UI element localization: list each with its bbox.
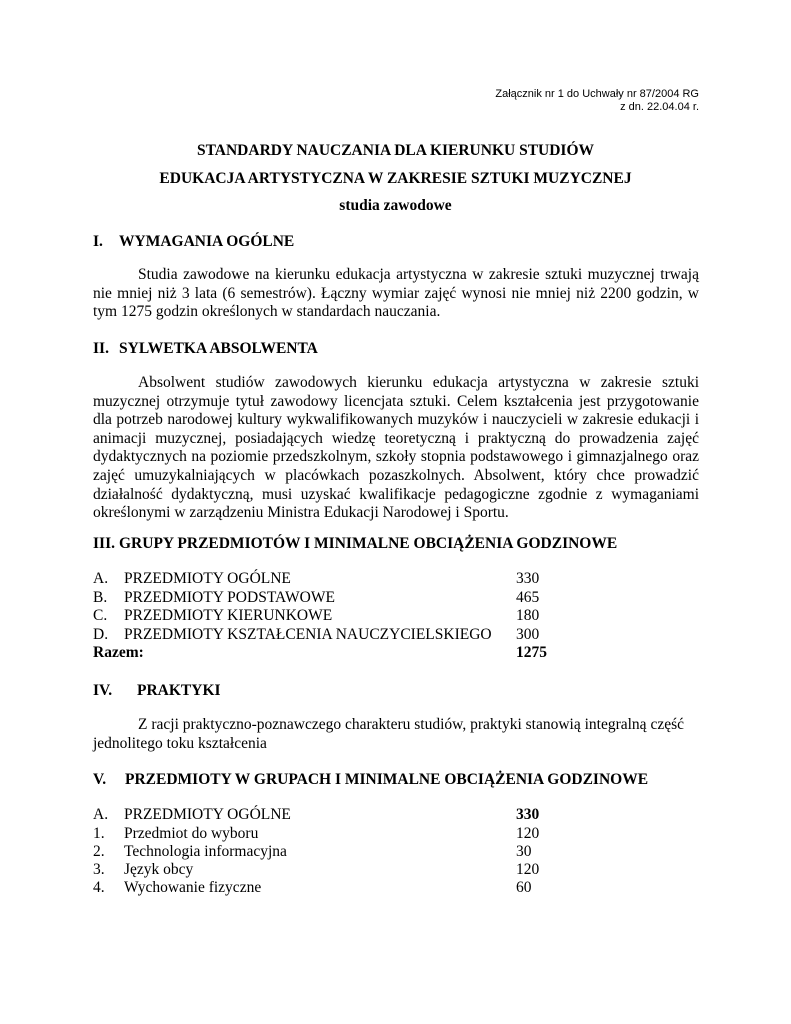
section-2-paragraph: Absolwent studiów zawodowych kierunku edukacja artystyczna w zakresie sztuki muzycznej otrzymuje tytuł zawodowy licencjata sztuki. Celem kształcenia jest przygotowanie dla potrzeb narodowej kultury wykwalifikowanych muzyków i nauczycieli w zakresie edukacji i animacji muzycznej, posiadających wiedzę teoretyczną i praktyczną do prowadzenia zajęć dydaktycznych na poziomie przedszkolnym, szkoły stopnia podstawowego i gimnazjalnego oraz zajęć umuzykalniających w placówkach pozaszkolnych. Absolwent, który chce prowadzić działalność dydaktyczną, musi uzyskać kwalifikacje pedagogiczne zgodnie z wymaganiami określonymi w zarządzeniu Ministra Edukacji Narodowej i Sportu. (93, 374, 699, 522)
total-label: Razem: (93, 644, 144, 661)
row-hours: 180 (516, 607, 540, 624)
section-3-number: III. (93, 535, 115, 552)
section-2-heading (93, 340, 318, 358)
section-4-number: IV. (93, 682, 113, 699)
table-row (93, 825, 593, 844)
section-3-heading (93, 535, 617, 553)
row-subject: Technologia informacyjna (124, 843, 287, 860)
section-4-paragraph: Z racji praktyczno-poznawczego charakteru studiów, praktyki stanowią integralną część jednolitego toku kształcenia (93, 716, 684, 752)
section-1-number: I. (93, 233, 103, 250)
row-hours: 120 (516, 825, 540, 842)
row-letter: C. (93, 607, 108, 624)
row-hours: 120 (516, 861, 540, 878)
document-title-line-3: studia zawodowe (339, 197, 452, 214)
row-number: 1. (93, 825, 105, 842)
row-number: 3. (93, 861, 105, 878)
section-3-title: GRUPY PRZEDMIOTÓW I MINIMALNE OBCIĄŻENIA GODZINOWE (119, 535, 618, 552)
table-row (93, 879, 593, 898)
table-row (93, 861, 593, 880)
section-2-number: II. (93, 340, 109, 357)
section-4-title: PRAKTYKI (137, 682, 221, 699)
group-subject: PRZEDMIOTY OGÓLNE (124, 806, 291, 823)
annex-line-2: z dn. 22.04.04 r. (620, 101, 699, 113)
row-subject: PRZEDMIOTY OGÓLNE (124, 570, 291, 587)
row-hours: 60 (516, 879, 532, 896)
row-number: 2. (93, 843, 105, 860)
row-subject: PRZEDMIOTY PODSTAWOWE (124, 589, 335, 606)
row-subject: Język obcy (124, 861, 194, 878)
row-subject: Przedmiot do wyboru (124, 825, 259, 842)
row-hours: 300 (516, 626, 540, 643)
section-2-title: SYLWETKA ABSOLWENTA (119, 340, 318, 357)
annex-line-1: Załącznik nr 1 do Uchwały nr 87/2004 RG (495, 88, 699, 100)
row-subject: PRZEDMIOTY KSZTAŁCENIA NAUCZYCIELSKIEGO (124, 626, 492, 643)
section-5-number: V. (93, 771, 107, 788)
row-letter: A. (93, 570, 109, 587)
section-5-heading (93, 771, 648, 789)
table-total-row (93, 644, 593, 663)
row-subject: PRZEDMIOTY KIERUNKOWE (124, 607, 333, 624)
row-hours: 465 (516, 589, 540, 606)
row-hours: 330 (516, 570, 540, 587)
table-row (93, 607, 593, 626)
document-title-line-1: STANDARDY NAUCZANIA DLA KIERUNKU STUDIÓW (196, 142, 595, 159)
section-1-title: WYMAGANIA OGÓLNE (119, 233, 295, 250)
row-number: 4. (93, 879, 105, 896)
table-row (93, 589, 593, 608)
document-title-line-2: EDUKACJA ARTYSTYCZNA W ZAKRESIE SZTUKI MUZYCZNEJ (159, 170, 632, 187)
group-row (93, 806, 593, 825)
total-hours: 1275 (516, 644, 547, 661)
table-row (93, 570, 593, 589)
section-1-heading (93, 233, 294, 251)
table-row (93, 626, 593, 645)
group-letter: A. (93, 806, 109, 823)
section-5-title: PRZEDMIOTY W GRUPACH I MINIMALNE OBCIĄŻENIA GODZINOWE (125, 771, 649, 788)
row-letter: B. (93, 589, 108, 606)
row-letter: D. (93, 626, 109, 643)
group-hours: 330 (516, 806, 540, 823)
row-subject: Wychowanie fizyczne (124, 879, 262, 896)
section-1-paragraph: Studia zawodowe na kierunku edukacja artystyczna w zakresie sztuki muzycznej trwają nie mniej niż 3 lata (6 semestrów). Łączny wymiar zajęć wynosi nie mniej niż 2200 godzin, w tym 1275 godzin określonych w standardach nauczania. (93, 266, 699, 321)
row-hours: 30 (516, 843, 532, 860)
annex-reference (495, 88, 699, 114)
table-row (93, 843, 593, 862)
section-4-heading (93, 682, 221, 700)
